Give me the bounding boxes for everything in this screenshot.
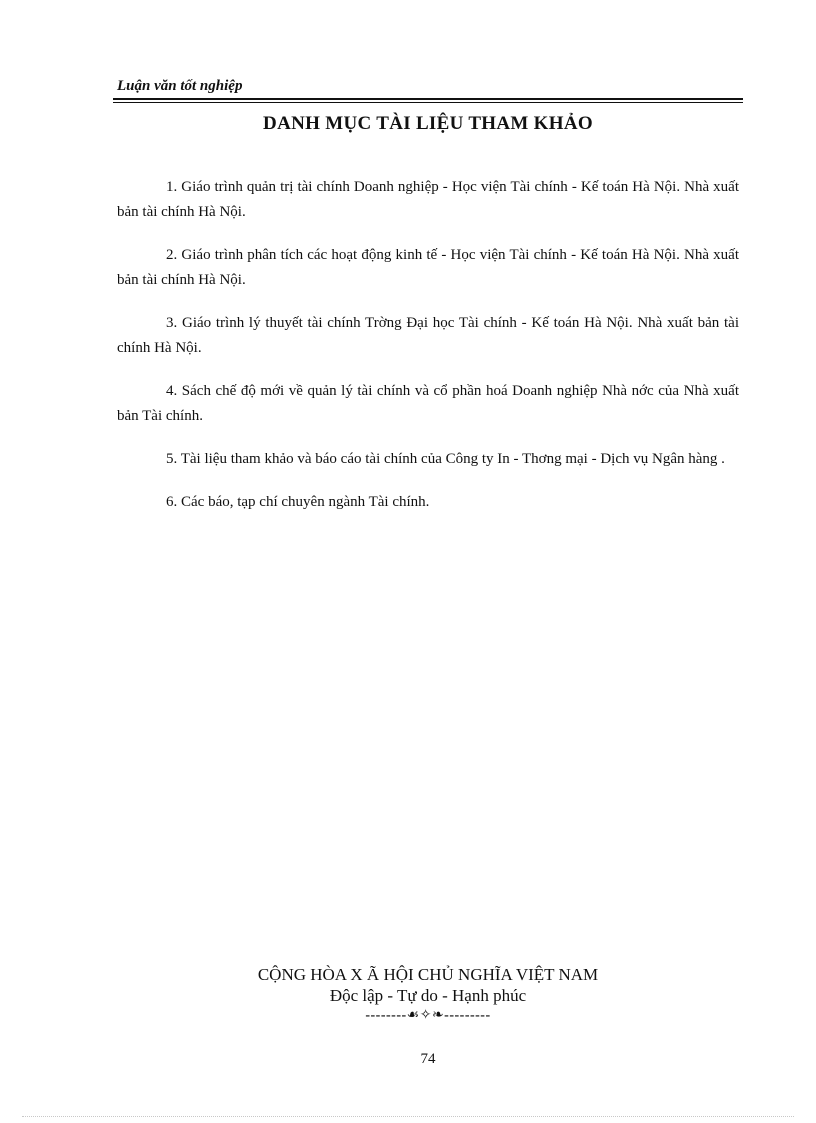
running-header-title: Luận văn tốt nghiệp [117, 78, 243, 94]
motto-line-slogan: Độc lập - Tự do - Hạnh phúc [329, 986, 527, 1005]
ornament-right-dashes: --------- [444, 1008, 491, 1023]
reference-list [117, 175, 739, 533]
reference-item-5: 5. Tài liệu tham khảo và báo cáo tài chính của Công ty In - Thơng mại - Dịch vụ Ngân hàng . [166, 451, 725, 467]
motto-line-country: CỘNG HÒA X Ã HỘI CHỦ NGHĨA VIỆT NAM [257, 965, 599, 984]
reference-item-4: 4. Sách chế độ mới về quản lý tài chính và cổ phần hoá Doanh nghiệp Nhà nớc của Nhà xuất bản Tài chính. [117, 383, 739, 424]
reference-item-1: 1. Giáo trình quản trị tài chính Doanh nghiệp - Học viện Tài chính - Kế toán Hà Nội. Nhà xuất bản tài chính Hà Nội. [117, 179, 739, 220]
reference-item-2: 2. Giáo trình phân tích các hoạt động kinh tế - Học viện Tài chính - Kế toán Hà Nội. Nhà xuất bản tài chính Hà Nội. [117, 247, 739, 288]
ornament-divider [113, 1007, 743, 1025]
header-rule-thin [113, 102, 743, 103]
national-motto [113, 964, 743, 1025]
ornament-left-dashes: -------- [365, 1008, 407, 1023]
header-rule-thick [113, 98, 743, 100]
bottom-dotted-border [22, 1116, 794, 1117]
reference-item-3: 3. Giáo trình lý thuyết tài chính Trờng Đại học Tài chính - Kế toán Hà Nội. Nhà xuất bản tài chính Hà Nội. [117, 315, 739, 356]
reference-item-6: 6. Các báo, tạp chí chuyên ngành Tài chính. [166, 494, 430, 510]
document-title: DANH MỤC TÀI LIỆU THAM KHẢO [263, 113, 593, 134]
fleuron-icon: ☙✧❧ [406, 1008, 445, 1023]
page-number: 74 [420, 1051, 436, 1067]
